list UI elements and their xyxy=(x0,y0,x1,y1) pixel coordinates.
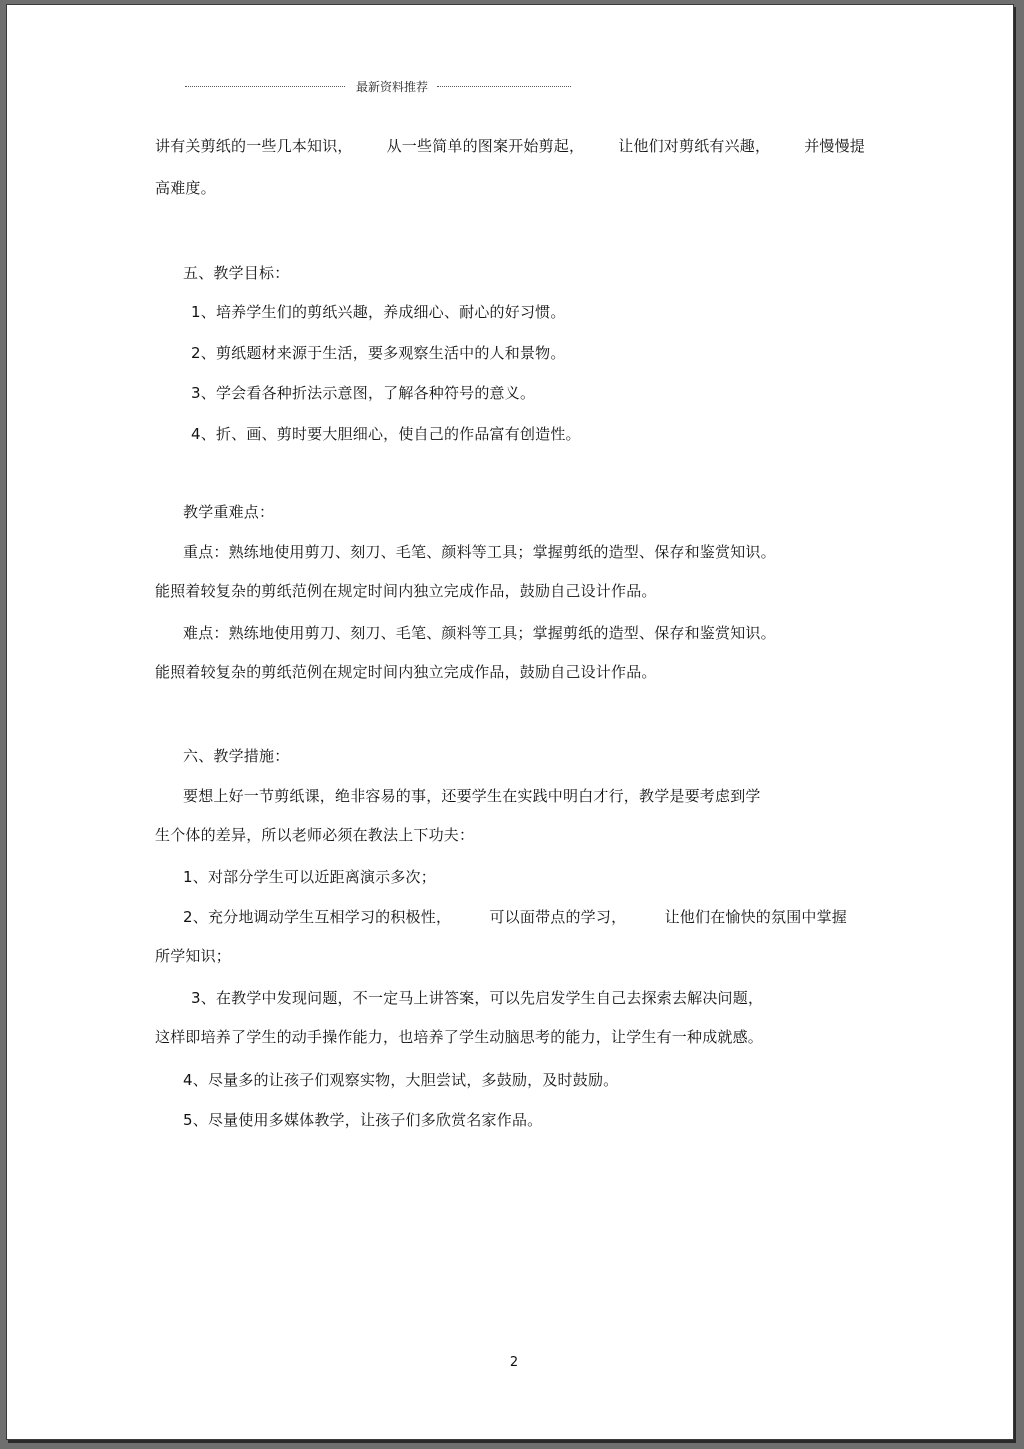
keypoint-line-2: 能照着较复杂的剪纸范例在规定时间内独立完成作品，鼓励自己设计作品。 xyxy=(155,582,657,600)
section6-item-5: 5、尽量使用多媒体教学，让孩子们多欣赏名家作品。 xyxy=(183,1111,543,1129)
section6-item-2-line-1 xyxy=(183,907,847,927)
keypoint-line-1: 重点：熟练地使用剪刀、刻刀、毛笔、颜料等工具；掌握剪纸的造型、保存和鉴赏知识。 xyxy=(183,543,776,561)
page-header xyxy=(185,75,571,99)
header-dotted-rule-left xyxy=(185,86,345,87)
header-dotted-rule-right xyxy=(437,86,571,87)
section6-item-1: 1、对部分学生可以近距离演示多次； xyxy=(183,868,436,886)
section6-item-4: 4、尽量多的让孩子们观察实物，大胆尝试，多鼓励，及时鼓励。 xyxy=(183,1071,619,1089)
section5-item-2: 2、剪纸题材来源于生活，要多观察生活中的人和景物。 xyxy=(191,344,566,362)
section6-item-3-line-2: 这样即培养了学生的动手操作能力，也培养了学生动脑思考的能力，让学生有一种成就感。 xyxy=(155,1028,764,1046)
section5-item-4: 4、折、画、剪时要大胆细心，使自己的作品富有创造性。 xyxy=(191,425,581,443)
keypoints-heading: 教学重难点： xyxy=(183,503,275,521)
item2-segment-3: 让他们在愉快的氛围中掌握 xyxy=(664,908,847,926)
intro-segment-3: 让他们对剪纸有兴趣， xyxy=(618,137,771,155)
intro-line-1 xyxy=(155,136,865,156)
section5-heading: 五、教学目标： xyxy=(183,264,290,282)
difficulty-line-1: 难点：熟练地使用剪刀、刻刀、毛笔、颜料等工具；掌握剪纸的造型、保存和鉴赏知识。 xyxy=(183,624,776,642)
header-text: 最新资料推荐 xyxy=(355,80,428,94)
section6-heading: 六、教学措施： xyxy=(183,747,290,765)
intro-segment-2: 从一些简单的图案开始剪起， xyxy=(386,137,585,155)
page-number: 2 xyxy=(509,1355,519,1370)
intro-segment-1: 讲有关剪纸的一些几本知识， xyxy=(155,137,353,155)
section6-item-2-line-2: 所学知识； xyxy=(155,947,232,965)
section6-para-line-2: 生个体的差异，所以老师必须在教法上下功夫： xyxy=(155,826,475,844)
difficulty-line-2: 能照着较复杂的剪纸范例在规定时间内独立完成作品，鼓励自己设计作品。 xyxy=(155,663,657,681)
section6-item-3-line-1: 3、在教学中发现问题，不一定马上讲答案，可以先启发学生自己去探索去解决问题， xyxy=(191,989,764,1007)
intro-segment-4: 并慢慢提 xyxy=(804,137,865,155)
item2-segment-1: 2、充分地调动学生互相学习的积极性， xyxy=(183,908,452,926)
document-page xyxy=(6,4,1014,1440)
section6-para-line-1: 要想上好一节剪纸课，绝非容易的事，还要学生在实践中明白才行，教学是要考虑到学 xyxy=(183,787,761,805)
intro-line-2: 高难度。 xyxy=(155,179,216,197)
section5-item-1: 1、培养学生们的剪纸兴趣，养成细心、耐心的好习惯。 xyxy=(191,303,566,321)
item2-segment-2: 可以面带点的学习， xyxy=(489,908,627,926)
section5-item-3: 3、学会看各种折法示意图，了解各种符号的意义。 xyxy=(191,384,536,402)
